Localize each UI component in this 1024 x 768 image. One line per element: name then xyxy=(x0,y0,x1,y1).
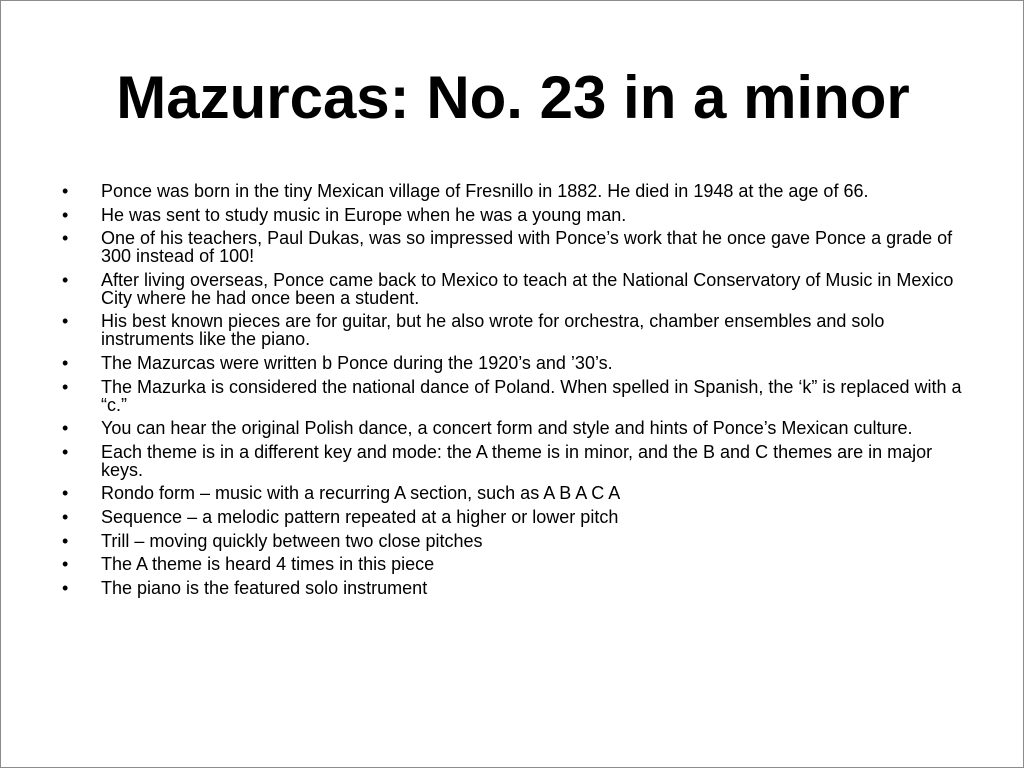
bullet-item xyxy=(1,378,1024,414)
bullet-item xyxy=(1,419,1024,437)
bullet-text: After living overseas, Ponce came back to Mexico to teach at the National Conservatory of Music in Mexico City where he had once been a student. xyxy=(101,269,954,308)
bullet-marker: • xyxy=(62,352,69,373)
bullet-marker: • xyxy=(62,376,69,397)
bullet-item xyxy=(1,229,1024,265)
bullet-text: Each theme is in a different key and mode: the A theme is in minor, and the B and C themes are in major keys. xyxy=(101,441,933,480)
bullet-marker: • xyxy=(62,554,69,575)
bullet-item xyxy=(1,206,1024,224)
bullet-text: Sequence – a melodic pattern repeated at a higher or lower pitch xyxy=(101,506,619,527)
bullet-text: The A theme is heard 4 times in this piece xyxy=(101,554,435,575)
slide-title: Mazurcas: No. 23 in a minor xyxy=(116,64,910,131)
bullet-item xyxy=(1,555,1024,573)
bullet-marker: • xyxy=(62,228,69,249)
bullet-text: The Mazurka is considered the national dance of Poland. When spelled in Spanish, the ‘k” is replaced with a “c.” xyxy=(101,376,962,415)
bullet-marker: • xyxy=(62,506,69,527)
bullet-marker: • xyxy=(62,418,69,439)
bullet-text: His best known pieces are for guitar, but he also wrote for orchestra, chamber ensembles and solo instruments like the piano. xyxy=(101,311,885,350)
bullet-text: One of his teachers, Paul Dukas, was so impressed with Ponce’s work that he once gave Ponce a grade of 300 instead of 100! xyxy=(101,228,953,267)
bullet-marker: • xyxy=(62,204,69,225)
bullet-text: The Mazurcas were written b Ponce during the 1920’s and ’30’s. xyxy=(101,352,613,373)
bullet-item xyxy=(1,271,1024,307)
bullet-item xyxy=(1,312,1024,348)
bullet-list xyxy=(1,182,1024,602)
bullet-text: Ponce was born in the tiny Mexican village of Fresnillo in 1882. He died in 1948 at the age of 66. xyxy=(101,181,869,201)
bullet-marker: • xyxy=(62,269,69,290)
bullet-marker: • xyxy=(62,577,69,598)
bullet-marker: • xyxy=(62,181,69,201)
bullet-marker: • xyxy=(62,441,69,462)
bullet-item xyxy=(1,532,1024,550)
bullet-text: You can hear the original Polish dance, a concert form and style and hints of Ponce’s Mexican culture. xyxy=(101,418,913,439)
bullet-item xyxy=(1,354,1024,372)
bullet-text: He was sent to study music in Europe when he was a young man. xyxy=(101,204,627,225)
bullet-item xyxy=(1,484,1024,502)
bullet-marker: • xyxy=(62,530,69,551)
bullet-item xyxy=(1,508,1024,526)
bullet-item xyxy=(1,443,1024,479)
bullet-text: Rondo form – music with a recurring A section, such as A B A C A xyxy=(101,483,621,504)
bullet-text: The piano is the featured solo instrument xyxy=(101,577,428,598)
bullet-item xyxy=(1,579,1024,597)
bullet-text: Trill – moving quickly between two close pitches xyxy=(101,530,483,551)
bullet-marker: • xyxy=(62,311,69,332)
bullet-item xyxy=(1,182,1024,200)
bullet-marker: • xyxy=(62,483,69,504)
